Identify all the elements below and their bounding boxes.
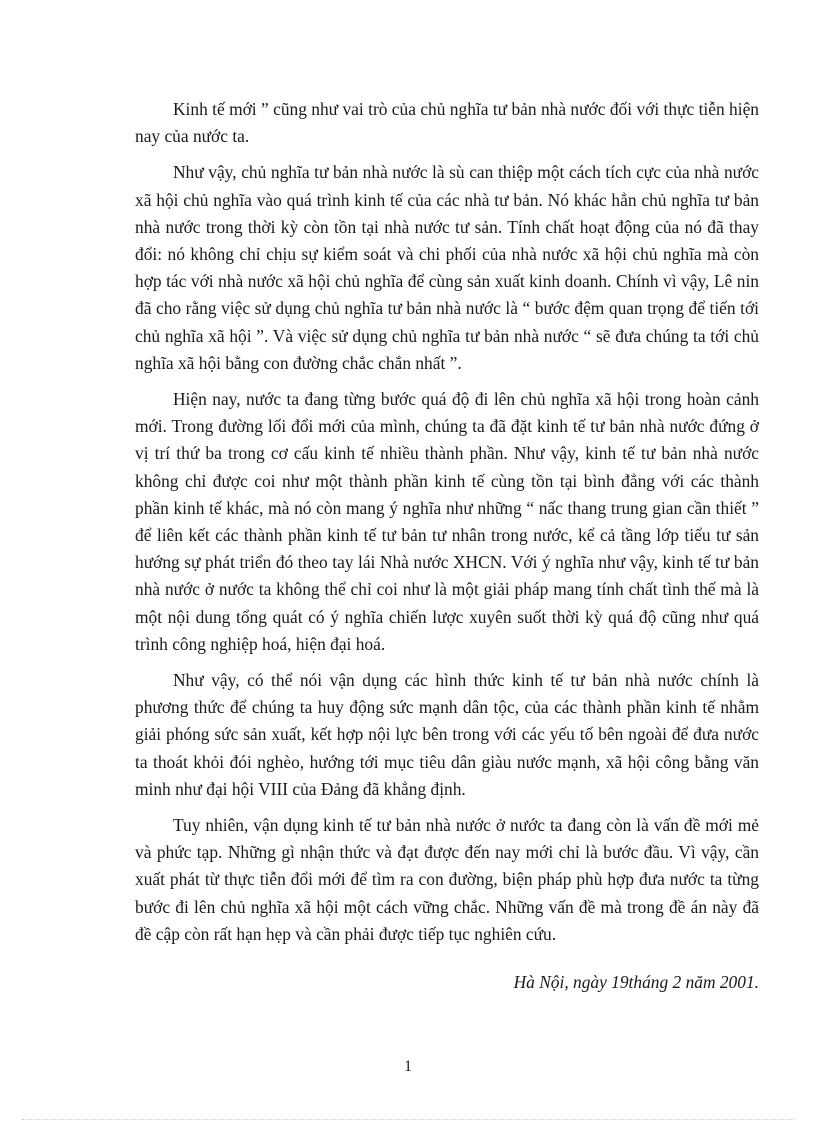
- signature-date: Hà Nội, ngày 19tháng 2 năm 2001.: [513, 972, 759, 993]
- paragraph-5: Tuy nhiên, vận dụng kinh tế tư bản nhà nước ở nước ta đang còn là vấn đề mới mẻ và phức tạp. Những gì nhận thức và đạt được đến nay mới chỉ là bước đầu. Vì vậy, cần xuất phát từ thực tiễn đổi mới để tìm ra con đường, biện pháp phù hợp đưa nước ta từng bước đi lên chủ nghĩa xã hội một cách vững chắc. Những vấn đề mà trong đề án này đã đề cập còn rất hạn hẹp và cần phải được tiếp tục nghiên cứu.: [135, 815, 759, 944]
- paragraph-1: Kinh tế mới ” cũng như vai trò của chủ nghĩa tư bản nhà nước đối với thực tiễn hiện nay của nước ta.: [135, 99, 759, 147]
- page-number: 1: [404, 1058, 412, 1075]
- page-bottom-divider: [22, 1119, 794, 1120]
- paragraph-3: Hiện nay, nước ta đang từng bước quá độ đi lên chủ nghĩa xã hội trong hoàn cảnh mới. Trong đường lối đổi mới của mình, chúng ta đã đặt kinh tế tư bản nhà nước đứng ở vị trí thứ ba trong cơ cấu kinh tế nhiều thành phần. Như vậy, kinh tế tư bản nhà nước không chỉ được coi như một thành phần kinh tế cùng tồn tại bình đẳng với các thành phần kinh tế khác, mà nó còn mang ý nghĩa như những “ nấc thang trung gian cần thiết ” để liên kết các thành phần kinh tế tư bản tư nhân trong nước, kể cả tầng lớp tiểu tư sản hướng sự phát triển đó theo tay lái Nhà nước XHCN. Với ý nghĩa như vậy, kinh tế tư bản nhà nước ở nước ta không thể chỉ coi như là một giải pháp mang tính chất tình thế mà là một nội dung tổng quát có ý nghĩa chiến lược xuyên suốt thời kỳ quá độ cũng như quá trình công nghiệp hoá, hiện đại hoá.: [135, 389, 759, 654]
- paragraph-4: Như vậy, có thể nói vận dụng các hình thức kinh tế tư bản nhà nước chính là phương thức để chúng ta huy động sức mạnh dân tộc, của các thành phần kinh tế nhằm giải phóng sức sản xuất, kết hợp nội lực bên trong với các yếu tố bên ngoài để đưa nước ta thoát khỏi đói nghèo, hướng tới mục tiêu dân giàu nước mạnh, xã hội công bằng văn minh như đại hội VIII của Đảng đã khẳng định.: [135, 670, 759, 799]
- document-body: [135, 96, 759, 996]
- paragraph-2: Như vậy, chủ nghĩa tư bản nhà nước là sù can thiệp một cách tích cực của nhà nước xã hội chủ nghĩa vào quá trình kinh tế của các nhà tư bản. Nó khác hẳn chủ nghĩa tư bản nhà nước trong thời kỳ còn tồn tại nhà nước tư sản. Tính chất hoạt động của nó đã thay đổi: nó không chỉ chịu sự kiểm soát và chi phối của nhà nước xã hội chủ nghĩa mà còn hợp tác với nhà nước xã hội chủ nghĩa để cùng sản xuất kinh doanh. Chính vì vậy, Lê nin đã cho rằng việc sử dụng chủ nghĩa tư bản nhà nước là “ bước đệm quan trọng để tiến tới chủ nghĩa xã hội ”. Và việc sử dụng chủ nghĩa tư bản nhà nước “ sẽ đưa chúng ta tới chủ nghĩa xã hội bằng con đường chắc chắn nhất ”.: [135, 162, 759, 373]
